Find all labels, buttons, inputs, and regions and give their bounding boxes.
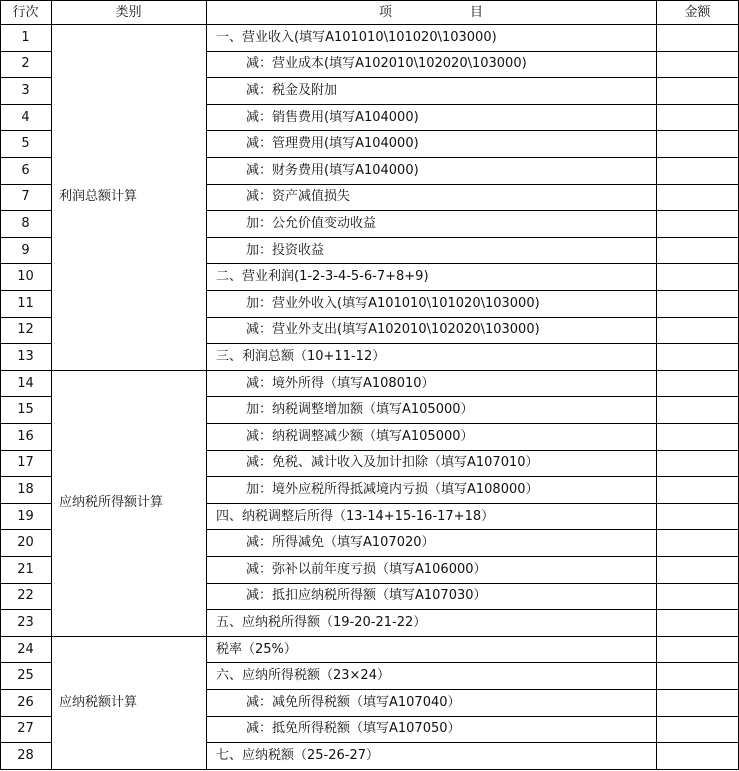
amount-cell[interactable] xyxy=(656,556,739,583)
row-item: 四、纳税调整后所得（13-14+15-16-17+18） xyxy=(216,508,495,524)
row-separator xyxy=(206,423,739,424)
row-item: 减：抵扣应纳税所得额（填写A107030） xyxy=(246,588,487,604)
row-separator xyxy=(0,263,52,264)
category-label: 利润总额计算 xyxy=(59,189,138,205)
row-separator xyxy=(0,529,52,530)
col-divider xyxy=(206,0,207,770)
amount-cell[interactable] xyxy=(656,423,739,450)
row-number: 9 xyxy=(21,242,30,258)
row-separator xyxy=(0,237,52,238)
row-number: 13 xyxy=(17,348,34,364)
row-separator xyxy=(206,184,739,185)
row-item: 加：纳税调整增加额（填写A105000） xyxy=(246,402,474,418)
row-item: 一、营业收入(填写A101010\101020\103000) xyxy=(216,29,497,45)
row-separator xyxy=(0,583,52,584)
row-item: 税率（25%） xyxy=(216,641,297,657)
row-separator xyxy=(0,396,52,397)
amount-cell[interactable] xyxy=(656,583,739,610)
row-separator xyxy=(206,104,739,105)
amount-cell[interactable] xyxy=(656,184,739,211)
row-number: 22 xyxy=(17,588,34,604)
row-separator xyxy=(206,583,739,584)
amount-cell[interactable] xyxy=(656,503,739,530)
row-separator xyxy=(206,51,739,52)
amount-cell[interactable] xyxy=(656,237,739,264)
row-number: 21 xyxy=(17,561,34,577)
row-item: 减：管理费用(填写A104000) xyxy=(246,136,419,152)
row-separator xyxy=(206,317,739,318)
row-separator xyxy=(0,556,52,557)
row-separator xyxy=(206,529,739,530)
row-separator xyxy=(0,609,52,610)
row-number: 24 xyxy=(17,641,34,657)
row-separator xyxy=(0,290,52,291)
amount-cell[interactable] xyxy=(656,157,739,184)
row-number: 5 xyxy=(21,136,30,152)
row-separator xyxy=(206,263,739,264)
row-separator xyxy=(0,157,52,158)
row-item: 加：境外应税所得抵减境内亏损（填写A108000） xyxy=(246,481,539,497)
amount-cell[interactable] xyxy=(656,51,739,78)
amount-cell[interactable] xyxy=(656,130,739,157)
row-item: 六、应纳所得税额（23×24） xyxy=(216,668,390,684)
category-label: 应纳税所得额计算 xyxy=(59,495,164,511)
row-separator xyxy=(0,104,52,105)
amount-cell[interactable] xyxy=(656,396,739,423)
row-separator xyxy=(206,210,739,211)
row-item: 二、营业利润(1-2-3-4-5-6-7+8+9) xyxy=(216,269,429,285)
row-item: 减：纳税调整减少额（填写A105000） xyxy=(246,428,474,444)
row-separator xyxy=(0,716,52,717)
row-item: 减：境外所得（填写A108010） xyxy=(246,375,435,391)
row-item: 减：税金及附加 xyxy=(246,82,338,98)
row-separator xyxy=(0,423,52,424)
row-item: 五、应纳税所得额（19-20-21-22） xyxy=(216,614,427,630)
row-separator xyxy=(0,77,52,78)
row-separator xyxy=(206,290,739,291)
row-separator xyxy=(206,343,739,344)
row-number: 14 xyxy=(17,375,34,391)
row-number: 19 xyxy=(17,508,34,524)
amount-cell[interactable] xyxy=(656,290,739,317)
row-item: 减：减免所得税额（填写A107040） xyxy=(246,694,461,710)
row-separator xyxy=(0,636,52,637)
row-item: 加：投资收益 xyxy=(246,242,325,258)
row-number: 7 xyxy=(21,189,30,205)
amount-cell[interactable] xyxy=(656,529,739,556)
row-number: 8 xyxy=(21,215,30,231)
row-separator xyxy=(0,51,52,52)
row-number: 18 xyxy=(17,481,34,497)
row-separator xyxy=(206,503,739,504)
row-item: 减：弥补以前年度亏损（填写A106000） xyxy=(246,561,487,577)
row-item: 减：销售费用(填写A104000) xyxy=(246,109,419,125)
row-separator xyxy=(206,662,739,663)
row-separator xyxy=(0,742,52,743)
row-number: 16 xyxy=(17,428,34,444)
col-divider xyxy=(656,0,657,770)
row-separator xyxy=(206,396,739,397)
row-separator xyxy=(0,662,52,663)
row-item: 七、应纳税额（25-26-27） xyxy=(216,747,380,763)
row-separator xyxy=(206,370,739,371)
header-bottom-border xyxy=(0,24,739,25)
top-border xyxy=(0,0,739,1)
header-line-no: 行次 xyxy=(12,4,39,20)
row-number: 17 xyxy=(17,455,34,471)
row-number: 2 xyxy=(21,56,30,72)
row-separator xyxy=(206,157,739,158)
row-separator xyxy=(0,317,52,318)
row-number: 25 xyxy=(17,668,34,684)
row-item: 减：抵免所得税额（填写A107050） xyxy=(246,721,461,737)
amount-cell[interactable] xyxy=(656,317,739,344)
row-item: 减：营业成本(填写A102010\102020\103000) xyxy=(246,56,527,72)
row-separator xyxy=(0,450,52,451)
header-category: 类别 xyxy=(115,4,142,20)
amount-cell[interactable] xyxy=(656,450,739,477)
row-number: 1 xyxy=(21,29,30,45)
row-number: 26 xyxy=(17,694,34,710)
row-number: 27 xyxy=(17,721,34,737)
row-number: 20 xyxy=(17,535,34,551)
row-number: 6 xyxy=(21,162,30,178)
col-divider xyxy=(51,0,52,770)
amount-cell[interactable] xyxy=(656,716,739,743)
row-separator xyxy=(206,742,739,743)
row-number: 11 xyxy=(17,295,34,311)
row-number: 15 xyxy=(17,402,34,418)
row-number: 4 xyxy=(21,109,30,125)
row-number: 3 xyxy=(21,82,30,98)
row-item: 三、利润总额（10+11-12） xyxy=(216,348,386,364)
row-separator xyxy=(206,130,739,131)
amount-cell[interactable] xyxy=(656,689,739,716)
row-separator xyxy=(206,609,739,610)
row-separator xyxy=(0,343,52,344)
amount-cell[interactable] xyxy=(656,77,739,104)
row-item: 减：资产减值损失 xyxy=(246,189,351,205)
amount-cell[interactable] xyxy=(656,24,739,51)
row-item: 减：营业外支出(填写A102010\102020\103000) xyxy=(246,322,540,338)
amount-cell[interactable] xyxy=(656,742,739,769)
amount-cell[interactable] xyxy=(656,263,739,290)
bottom-border xyxy=(0,769,739,770)
row-separator xyxy=(0,689,52,690)
row-separator xyxy=(0,210,52,211)
left-border xyxy=(0,0,1,770)
row-separator xyxy=(206,77,739,78)
category-separator xyxy=(51,636,207,637)
amount-cell[interactable] xyxy=(656,104,739,131)
row-separator xyxy=(0,503,52,504)
row-item: 加：营业外收入(填写A101010\101020\103000) xyxy=(246,295,540,311)
row-item: 减：免税、减计收入及加计扣除（填写A107010） xyxy=(246,455,539,471)
amount-cell[interactable] xyxy=(656,609,739,636)
row-number: 23 xyxy=(17,614,34,630)
amount-cell[interactable] xyxy=(656,636,739,663)
row-separator xyxy=(206,636,739,637)
amount-cell[interactable] xyxy=(656,210,739,237)
row-separator xyxy=(0,370,52,371)
row-item: 减：财务费用(填写A104000) xyxy=(246,162,419,178)
amount-cell[interactable] xyxy=(656,476,739,503)
row-separator xyxy=(206,476,739,477)
row-item: 加：公允价值变动收益 xyxy=(246,215,377,231)
row-item: 减：所得减免（填写A107020） xyxy=(246,535,435,551)
row-separator xyxy=(206,689,739,690)
row-separator xyxy=(206,716,739,717)
amount-cell[interactable] xyxy=(656,370,739,397)
row-separator xyxy=(206,450,739,451)
row-separator xyxy=(0,184,52,185)
row-separator xyxy=(206,237,739,238)
amount-cell[interactable] xyxy=(656,662,739,689)
header-amount: 金额 xyxy=(684,4,711,20)
row-separator xyxy=(206,556,739,557)
row-separator xyxy=(0,476,52,477)
row-number: 28 xyxy=(17,747,34,763)
amount-cell[interactable] xyxy=(656,343,739,370)
row-number: 10 xyxy=(17,269,34,285)
header-item: 项 目 xyxy=(378,4,483,20)
category-label: 应纳税额计算 xyxy=(59,694,138,710)
row-number: 12 xyxy=(17,322,34,338)
row-separator xyxy=(0,130,52,131)
category-separator xyxy=(51,370,207,371)
